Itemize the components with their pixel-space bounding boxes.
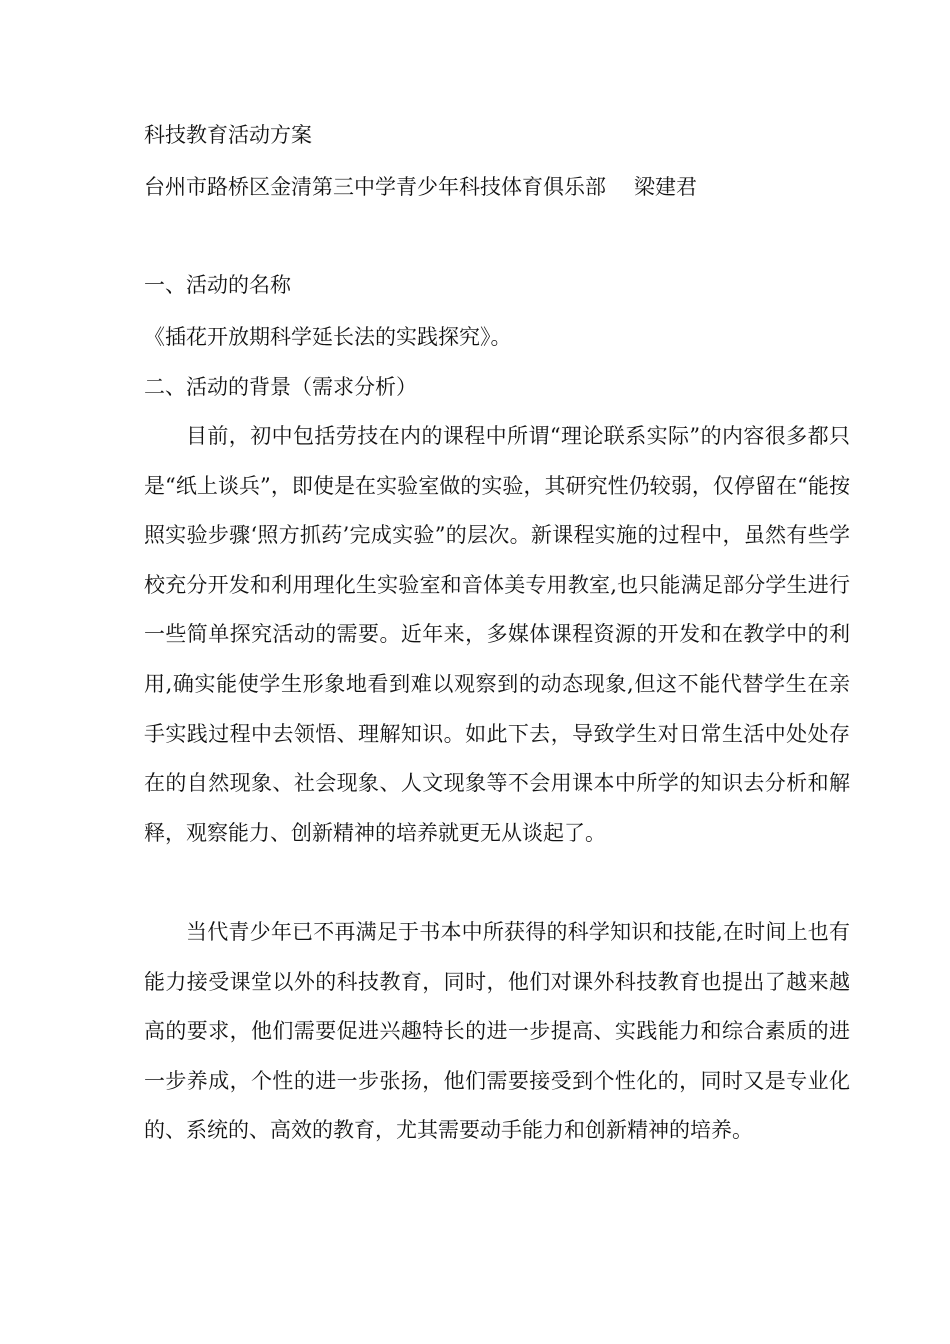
byline bbox=[144, 172, 697, 202]
section2-paragraph-2: 当代青少年已不再满足于书本中所获得的科学知识和技能,在时间上也有能力接受课堂以外的科技教育，同时，他们对课外科技教育也提出了越来越高的要求，他们需要促进兴趣特长的进一步提高、实践能力和综合素质的进一步养成，个性的进一步张扬，他们需要接受到个性化的，同时又是专业化的、系统的、高效的教育，尤其需要动手能力和创新精神的培养。 bbox=[144, 920, 850, 1143]
organization-name: 台州市路桥区金清第三中学青少年科技体育俱乐部 bbox=[144, 175, 606, 199]
section1-heading: 一、活动的名称 bbox=[144, 273, 291, 297]
document-title: 科技教育活动方案 bbox=[144, 123, 312, 147]
section2-paragraph-1: 目前，初中包括劳技在内的课程中所谓“理论联系实际”的内容很多都只是“纸上谈兵”，即使是在实验室做的实验，其研究性仍较弱，仅停留在“能按照实验步骤‘照方抓药’完成实验”的层次。新课程实施的过程中，虽然有些学校充分开发和利用理化生实验室和音体美专用教室,也只能满足部分学生进行一些简单探究活动的需要。近年来，多媒体课程资源的开发和在教学中的利用,确实能使学生形象地看到难以观察到的动态现象,但这不能代替学生在亲手实践过程中去领悟、理解知识。如此下去，导致学生对日常生活中处处存在的自然现象、社会现象、人文现象等不会用课本中所学的知识去分析和解释，观察能力、创新精神的培养就更无从谈起了。 bbox=[144, 424, 850, 845]
author-name: 梁建君 bbox=[634, 175, 697, 199]
section2-heading: 二、活动的背景（需求分析） bbox=[144, 375, 417, 399]
section1-content: 《插花开放期科学延长法的实践探究》。 bbox=[144, 325, 512, 349]
